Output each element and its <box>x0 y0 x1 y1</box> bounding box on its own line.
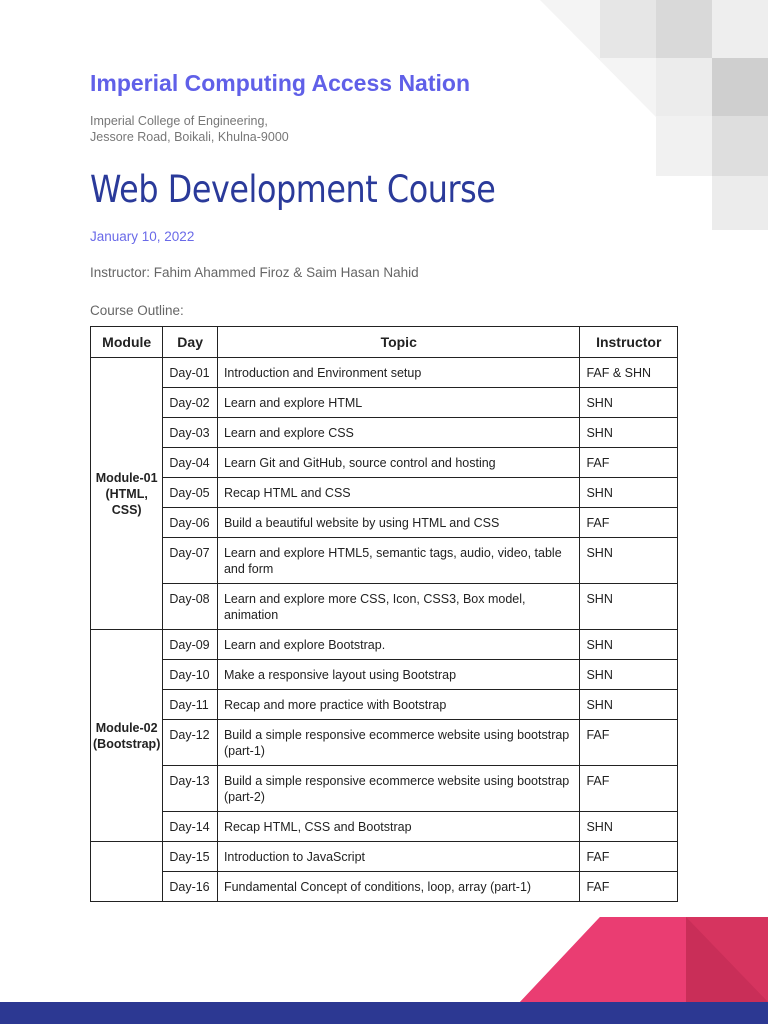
table-header-row <box>91 327 678 358</box>
instructor-cell: SHN <box>580 690 678 720</box>
footer-bar <box>0 1002 768 1024</box>
table-row <box>91 812 678 842</box>
instructor-cell: FAF & SHN <box>580 358 678 388</box>
day-cell: Day-15 <box>163 842 218 872</box>
instructor-line: Instructor: Fahim Ahammed Firoz & Saim Hasan Nahid <box>90 265 419 280</box>
instructor-cell: SHN <box>580 584 678 630</box>
day-cell: Day-06 <box>163 508 218 538</box>
table-row <box>91 358 678 388</box>
instructor-cell: SHN <box>580 478 678 508</box>
instructor-cell: FAF <box>580 872 678 902</box>
topic-cell: Learn and explore HTML <box>217 388 580 418</box>
table-row <box>91 630 678 660</box>
topic-cell: Build a simple responsive ecommerce website using bootstrap (part-2) <box>217 766 580 812</box>
day-cell: Day-03 <box>163 418 218 448</box>
table-row <box>91 584 678 630</box>
day-cell: Day-16 <box>163 872 218 902</box>
module-cell: Module-02 (Bootstrap) <box>91 630 163 842</box>
day-cell: Day-01 <box>163 358 218 388</box>
topic-cell: Learn Git and GitHub, source control and hosting <box>217 448 580 478</box>
table-row <box>91 690 678 720</box>
instructor-cell: SHN <box>580 812 678 842</box>
header-day: Day <box>163 327 218 358</box>
topic-cell: Introduction and Environment setup <box>217 358 580 388</box>
day-cell: Day-10 <box>163 660 218 690</box>
day-cell: Day-13 <box>163 766 218 812</box>
day-cell: Day-08 <box>163 584 218 630</box>
table-row <box>91 872 678 902</box>
day-cell: Day-14 <box>163 812 218 842</box>
table-row <box>91 842 678 872</box>
table-row <box>91 418 678 448</box>
instructor-cell: SHN <box>580 538 678 584</box>
topic-cell: Build a simple responsive ecommerce website using bootstrap (part-1) <box>217 720 580 766</box>
address-line-2: Jessore Road, Boikali, Khulna-9000 <box>90 130 289 144</box>
table-row <box>91 720 678 766</box>
instructor-cell: SHN <box>580 388 678 418</box>
day-cell: Day-02 <box>163 388 218 418</box>
table-row <box>91 766 678 812</box>
topic-cell: Build a beautiful website by using HTML and CSS <box>217 508 580 538</box>
day-cell: Day-12 <box>163 720 218 766</box>
day-cell: Day-05 <box>163 478 218 508</box>
topic-cell: Learn and explore HTML5, semantic tags, audio, video, table and form <box>217 538 580 584</box>
header-topic: Topic <box>217 327 580 358</box>
instructor-cell: FAF <box>580 448 678 478</box>
instructor-cell: SHN <box>580 418 678 448</box>
topic-cell: Recap HTML and CSS <box>217 478 580 508</box>
course-date: January 10, 2022 <box>90 229 195 244</box>
top-right-tile-pattern <box>540 0 768 230</box>
table-row <box>91 660 678 690</box>
table-row <box>91 448 678 478</box>
day-cell: Day-07 <box>163 538 218 584</box>
topic-cell: Learn and explore CSS <box>217 418 580 448</box>
table-row <box>91 508 678 538</box>
table-row <box>91 538 678 584</box>
topic-cell: Recap HTML, CSS and Bootstrap <box>217 812 580 842</box>
outline-label: Course Outline: <box>90 303 184 318</box>
course-title: Web Development Course <box>90 168 496 211</box>
module-cell: Module-01 (HTML, CSS) <box>91 358 163 630</box>
header-module: Module <box>91 327 163 358</box>
table-body <box>91 358 678 902</box>
day-cell: Day-11 <box>163 690 218 720</box>
table-row <box>91 478 678 508</box>
module-cell <box>91 842 163 902</box>
topic-cell: Learn and explore more CSS, Icon, CSS3, Box model, animation <box>217 584 580 630</box>
topic-cell: Learn and explore Bootstrap. <box>217 630 580 660</box>
topic-cell: Fundamental Concept of conditions, loop, array (part-1) <box>217 872 580 902</box>
topic-cell: Introduction to JavaScript <box>217 842 580 872</box>
instructor-cell: SHN <box>580 630 678 660</box>
bottom-right-pink-shapes <box>520 917 768 1002</box>
table-row <box>91 388 678 418</box>
instructor-cell: FAF <box>580 720 678 766</box>
address <box>90 113 289 145</box>
topic-cell: Make a responsive layout using Bootstrap <box>217 660 580 690</box>
course-outline-table <box>90 326 678 902</box>
topic-cell: Recap and more practice with Bootstrap <box>217 690 580 720</box>
day-cell: Day-04 <box>163 448 218 478</box>
instructor-cell: FAF <box>580 842 678 872</box>
instructor-cell: FAF <box>580 766 678 812</box>
instructor-cell: SHN <box>580 660 678 690</box>
header-instructor: Instructor <box>580 327 678 358</box>
organization-name: Imperial Computing Access Nation <box>90 70 470 96</box>
address-line-1: Imperial College of Engineering, <box>90 114 268 128</box>
instructor-cell: FAF <box>580 508 678 538</box>
day-cell: Day-09 <box>163 630 218 660</box>
